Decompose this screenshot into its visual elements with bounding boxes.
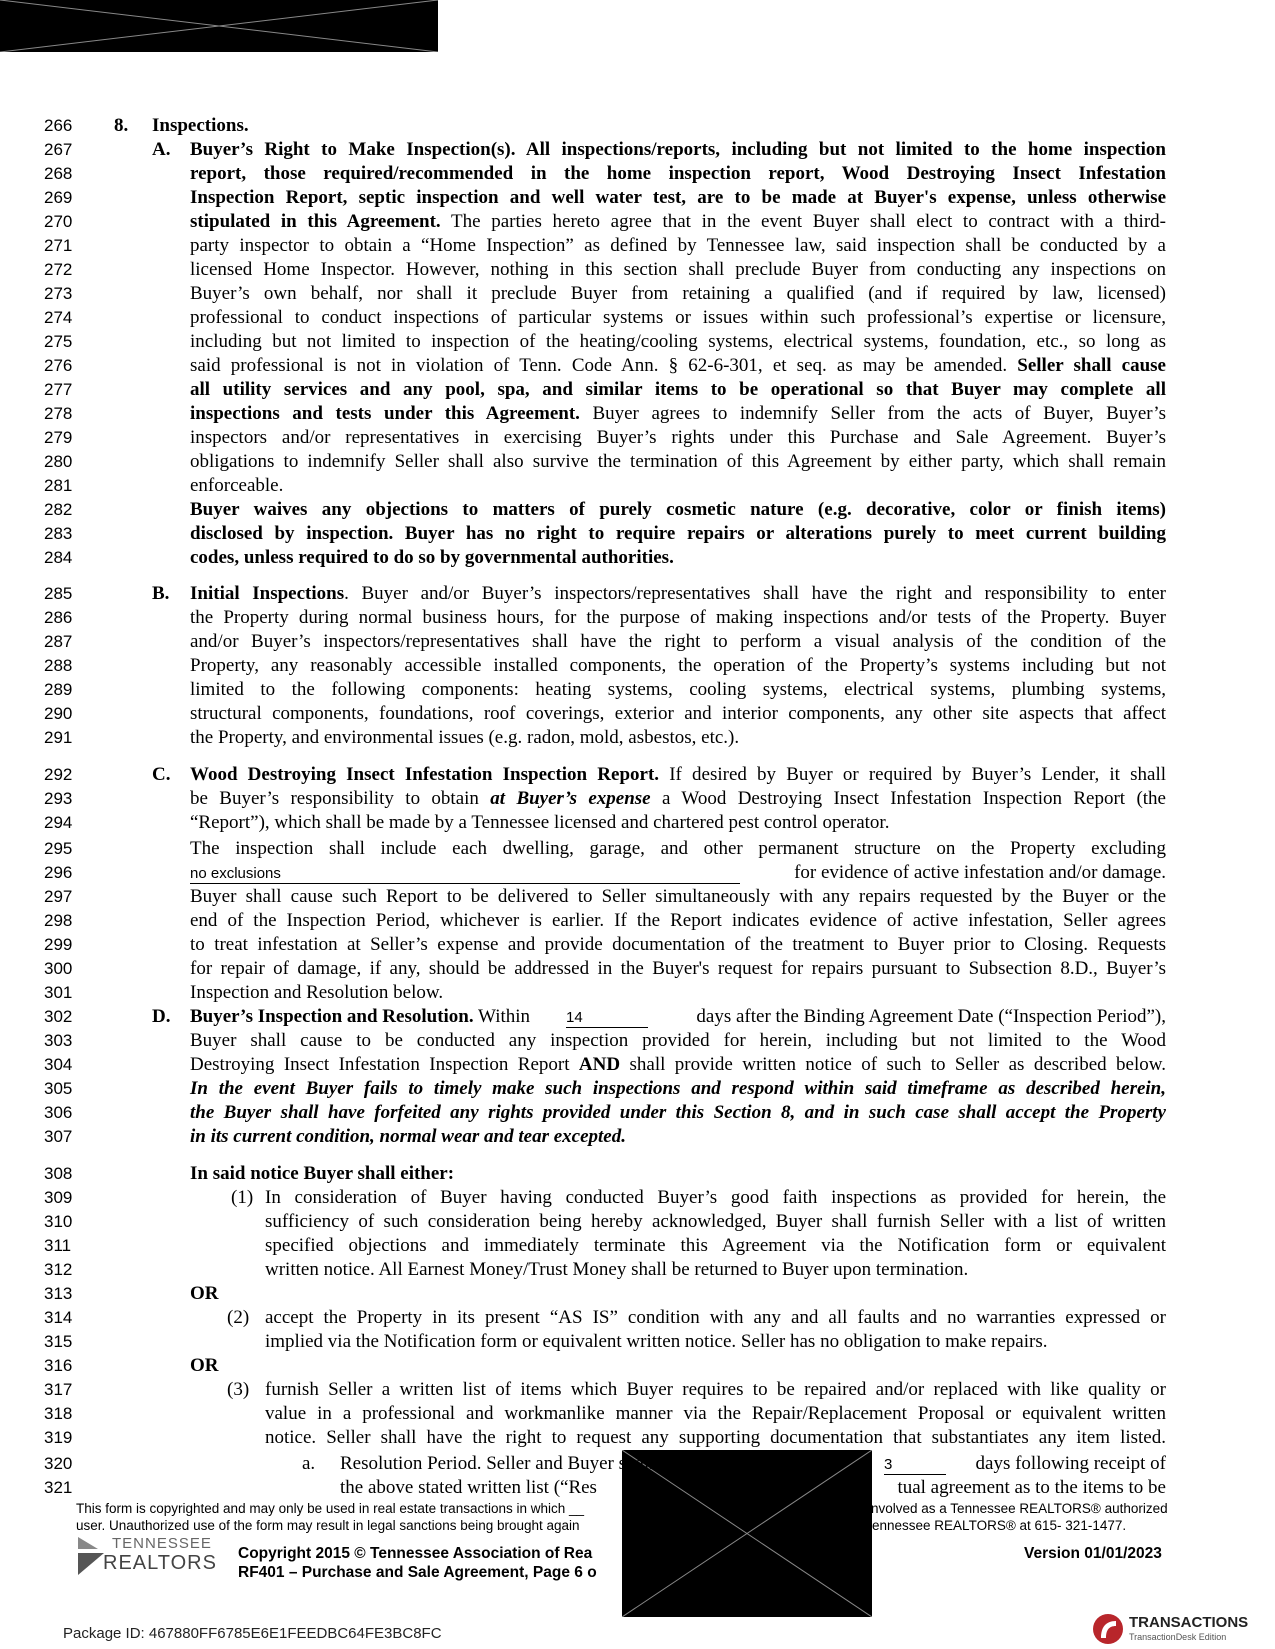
line-number: 314 [44,1308,73,1327]
clause-c-line: for evidence of active infestation and/or damage. [794,862,1166,883]
line-number: 307 [44,1127,73,1146]
footer-notice-right: involved as a Tennessee REALTORS® authorized [868,1501,1168,1516]
line-number: 266 [44,116,73,135]
inspection-days-field[interactable]: 14 [566,1005,648,1029]
line-number: 320 [44,1454,73,1473]
option-3-line: value in a professional and workmanlike manner via the Repair/Replacement Proposal or equivalent written [265,1403,1166,1424]
option-2-line: implied via the Notification form or equivalent written notice. Seller has no obligation to make repairs. [265,1331,1048,1352]
redaction-block-top [0,0,438,52]
clause-b-line: the Property, and environmental issues (e.g. radon, mold, asbestos, etc.). [190,727,740,748]
line-number: 273 [44,284,73,303]
footer-notice-right: ennessee REALTORS® at 615- 321-1477. [872,1518,1127,1533]
line-number: 291 [44,728,73,747]
line-number: 305 [44,1079,73,1098]
clause-a-waiver: disclosed by inspection. Buyer has no right to require repairs or alterations purely to meet current building [190,523,1166,544]
line-number: 299 [44,935,73,954]
line-number: 319 [44,1428,73,1447]
option-1-line: sufficiency of such consideration being hereby acknowledged, Buyer shall furnish Seller with a list of written [265,1211,1166,1232]
clause-d-emphasis: In the event Buyer fails to timely make such inspections and respond within said timeframe as described herein, [190,1078,1166,1099]
option-1-label: (1) [231,1187,254,1208]
footer-notice-left: user. Unauthorized use of the form may result in legal sanctions being brought again [76,1518,580,1533]
clause-b-line: Property, any reasonably accessible installed components, the operation of the Property’s systems including but not [190,655,1166,676]
clause-a-line: inspections and tests under this Agreement. Buyer agrees to indemnify Seller from the acts of Buyer, Buyer’s [190,403,1166,424]
section-title: Inspections. [152,115,249,136]
line-number: 272 [44,260,73,279]
clause-c-line: for repair of damage, if any, should be addressed in the Buyer's request for repairs pursuant to Subsection 8.D., Buyer’s [190,958,1166,979]
copyright-line: Copyright 2015 © Tennessee Association of Rea [238,1545,593,1562]
section-number: 8. [114,115,129,136]
line-number: 285 [44,584,73,603]
clause-b-line: and/or Buyer’s inspectors/representatives shall have the right to perform a visual analysis of the condition of the [190,631,1166,652]
clause-a-line: said professional is not in violation of Tenn. Code Ann. § 62-6-301, et seq. as may be amended. Seller shall cause [190,355,1166,376]
line-number: 282 [44,500,73,519]
line-number: 284 [44,548,73,567]
line-number: 304 [44,1055,73,1074]
line-number: 283 [44,524,73,543]
line-number: 313 [44,1284,73,1303]
line-number: 310 [44,1212,73,1231]
line-number: 290 [44,704,73,723]
clause-a-label: A. [152,139,171,160]
clause-d-title: Buyer’s Inspection and Resolution. Within [190,1006,531,1027]
transactions-logo: TRANSACTIONS TransactionDesk Edition [1092,1612,1242,1646]
clause-b-line: Initial Inspections. Buyer and/or Buyer’s inspectors/representatives shall have the right and responsibility to enter [190,583,1166,604]
line-number: 276 [44,356,73,375]
clause-a-line: Buyer’s Right to Make Inspection(s). All inspections/reports, including but not limited to the home inspection [190,139,1166,160]
or-separator: OR [190,1355,219,1376]
line-number: 315 [44,1332,73,1351]
clause-a-line: report, those required/recommended in the home inspection report, Wood Destroying Insect Infestation [190,163,1166,184]
resolution-days-field[interactable]: 3 [884,1452,946,1476]
clause-c-line: end of the Inspection Period, whichever is earlier. If the Report indicates evidence of active infestation, Seller agrees [190,910,1166,931]
clause-a-line: licensed Home Inspector. However, nothing in this section shall preclude Buyer from conducting any inspections on [190,259,1166,280]
line-number: 287 [44,632,73,651]
option-3-line: furnish Seller a written list of items which Buyer requires to be repaired and/or replaced with like quality or [265,1379,1166,1400]
line-number: 267 [44,140,73,159]
option-3-line: notice. Seller shall have the right to request any supporting documentation that substantiates any item listed. [265,1427,1166,1448]
clause-a-line: Buyer’s own behalf, nor shall it preclude Buyer from retaining a qualified (and if required by law, licensed) [190,283,1166,304]
line-number: 279 [44,428,73,447]
line-number: 295 [44,839,73,858]
clause-a-line: Inspection Report, septic inspection and well water test, are to be made at Buyer's expense, unless otherwise [190,187,1166,208]
subitem-a-line: tual agreement as to the items to be [897,1477,1166,1498]
transactions-logo-icon [1092,1613,1124,1645]
line-number: 303 [44,1031,73,1050]
option-2-line: accept the Property in its present “AS IS” condition with any and all faults and no warranties expressed or [265,1307,1166,1328]
option-1-line: written notice. All Earnest Money/Trust Money shall be returned to Buyer upon termination. [265,1259,969,1280]
clause-a-line: enforceable. [190,475,284,496]
line-number: 271 [44,236,73,255]
line-number: 312 [44,1260,73,1279]
clause-a-line: including but not limited to inspection of the heating/cooling systems, electrical systems, foundation, etc., so long as [190,331,1166,352]
line-number: 298 [44,911,73,930]
clause-d-line: days after the Binding Agreement Date (“Inspection Period”), [696,1006,1166,1027]
clause-c-line: Wood Destroying Insect Infestation Inspection Report. If desired by Buyer or required by Buyer’s Lender, it shall [190,764,1167,785]
tennessee-realtors-logo: TENNESSEE REALTORS [76,1533,216,1579]
line-number: 280 [44,452,73,471]
line-number: 268 [44,164,73,183]
line-number: 289 [44,680,73,699]
clause-d-emphasis: in its current condition, normal wear and tear excepted. [190,1126,626,1147]
clause-b-line: limited to the following components: heating systems, cooling systems, electrical systems, plumbing systems, [190,679,1166,700]
realtors-arrow-icon [76,1535,106,1577]
line-number: 317 [44,1380,73,1399]
line-number: 288 [44,656,73,675]
option-3-label: (3) [227,1379,250,1400]
line-number: 316 [44,1356,73,1375]
subitem-a-line: the above stated written list (“Res [340,1477,597,1498]
clause-b-label: B. [152,583,170,604]
form-reference: RF401 – Purchase and Sale Agreement, Page 6 o [238,1564,597,1581]
footer-notice-left: This form is copyrighted and may only be used in real estate transactions in which __ [76,1501,585,1516]
line-number: 274 [44,308,73,327]
option-2-label: (2) [227,1307,250,1328]
clause-c-line: Buyer shall cause such Report to be delivered to Seller simultaneously with any repairs requested by the Buyer or the [190,886,1166,907]
clause-a-line: all utility services and any pool, spa, and similar items to be operational so that Buyer may complete all [190,379,1166,400]
line-number: 311 [44,1236,72,1255]
line-number: 286 [44,608,73,627]
line-number: 309 [44,1188,73,1207]
or-separator: OR [190,1283,219,1304]
line-number: 278 [44,404,73,423]
clause-a-waiver: codes, unless required to do so by governmental authorities. [190,547,674,568]
line-number: 321 [44,1478,73,1497]
subitem-a-line: Resolution Period. Seller and Buyer shall then have a period of [340,1453,820,1474]
line-number: 308 [44,1164,73,1183]
line-number: 301 [44,983,73,1002]
line-number: 275 [44,332,73,351]
line-number: 297 [44,887,73,906]
form-version: Version 01/01/2023 [1024,1545,1162,1562]
clause-d-line: Buyer shall cause to be conducted any inspection provided for herein, including but not limited to the Wood [190,1030,1166,1051]
line-number: 306 [44,1103,73,1122]
clause-a-line: obligations to indemnify Seller shall also survive the termination of this Agreement by either party, which shall remain [190,451,1166,472]
clause-a-line: professional to conduct inspections of particular systems or issues within such professional’s expertise or licensure, [190,307,1166,328]
option-1-line: specified objections and immediately terminate this Agreement via the Notification form or equivalent [265,1235,1166,1256]
clause-d-label: D. [152,1006,171,1027]
clause-c-line: Inspection and Resolution below. [190,982,444,1003]
exclusions-field[interactable]: no exclusions [190,861,740,885]
clause-a-line: party inspector to obtain a “Home Inspection” as defined by Tennessee law, said inspection shall be conducted by a [190,235,1166,256]
clause-d-line: Destroying Insect Infestation Inspection Report AND shall provide written notice of such to Seller as described below. [190,1054,1166,1075]
line-number: 277 [44,380,73,399]
line-number: 318 [44,1404,73,1423]
clause-c-line: to treat infestation at Seller’s expense and provide documentation of the treatment to Buyer prior to Closing. Requests [190,934,1166,955]
line-number: 296 [44,863,73,882]
option-1-line: In consideration of Buyer having conducted Buyer’s good faith inspections as provided for herein, the [265,1187,1166,1208]
clause-d-emphasis: the Buyer shall have forfeited any rights provided under this Section 8, and in such case shall accept the Property [190,1102,1166,1123]
line-number: 281 [44,476,73,495]
clause-a-line: stipulated in this Agreement. The parties hereto agree that in the event Buyer shall elect to contract with a third- [190,211,1166,232]
line-number: 302 [44,1007,73,1026]
clause-c-line: The inspection shall include each dwelling, garage, and other permanent structure on the Property excluding [190,838,1166,859]
clause-b-line: structural components, foundations, roof coverings, exterior and interior components, any other site aspects that affect [190,703,1166,724]
clause-a-line: inspectors and/or representatives in exercising Buyer’s rights under this Purchase and Sale Agreement. Buyer’s [190,427,1166,448]
clause-c-line: “Report”), which shall be made by a Tennessee licensed and chartered pest control operator. [190,812,890,833]
line-number: 270 [44,212,73,231]
clause-c-label: C. [152,764,171,785]
subitem-a-label: a. [302,1453,316,1474]
line-number: 269 [44,188,73,207]
package-id: Package ID: 467880FF6785E6E1FEEDBC64FE3BC8FC [63,1625,442,1642]
line-number: 294 [44,813,73,832]
line-number: 293 [44,789,73,808]
notice-heading: In said notice Buyer shall either: [190,1163,455,1184]
clause-a-waiver: Buyer waives any objections to matters of purely cosmetic nature (e.g. decorative, color or finish items) [190,499,1166,520]
clause-b-line: the Property during normal business hours, for the purpose of making inspections and/or tests of the Property. Buyer [190,607,1166,628]
line-number: 292 [44,765,73,784]
subitem-a-line: days following receipt of [975,1453,1166,1474]
clause-c-line: be Buyer’s responsibility to obtain at Buyer’s expense a Wood Destroying Insect Infestation Inspection Report (the [190,788,1166,809]
line-number: 300 [44,959,73,978]
